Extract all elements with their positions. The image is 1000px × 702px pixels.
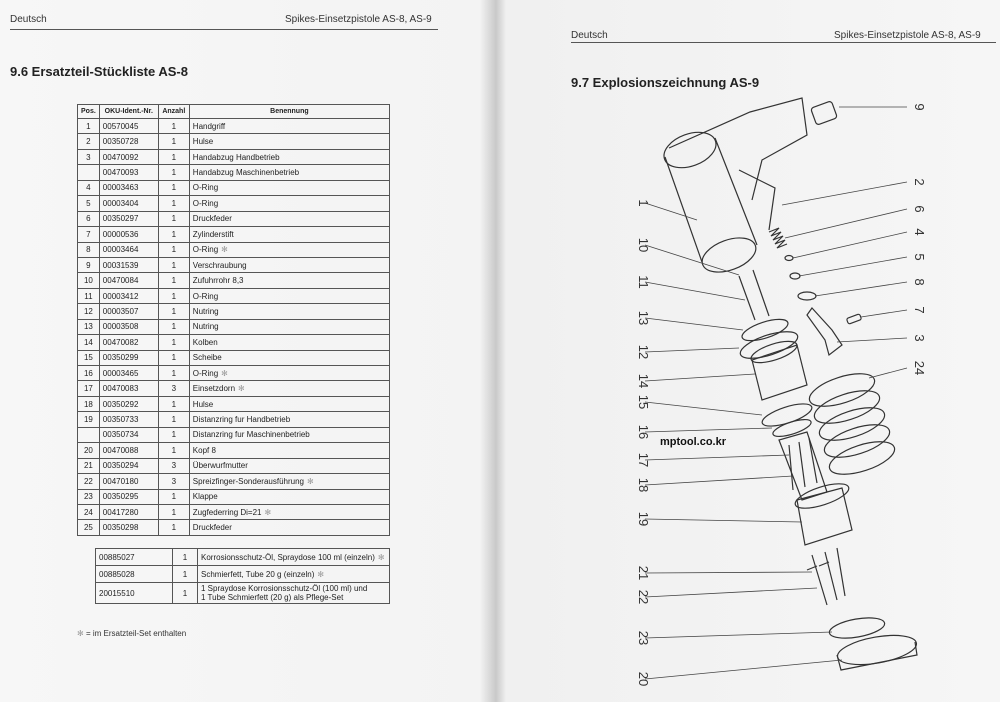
cell-pos: 10	[78, 273, 100, 288]
cell-name	[189, 227, 389, 242]
cell-name	[189, 335, 389, 350]
callout-7: 7	[912, 306, 927, 314]
fingers-22	[812, 548, 845, 605]
star-icon: ✻	[377, 552, 385, 562]
cell-pos: 2	[78, 134, 100, 149]
part-name: O-Ring	[192, 291, 219, 301]
cell-pos: 8	[78, 242, 100, 257]
care-set-body	[96, 549, 390, 604]
callout-8: 8	[912, 278, 927, 286]
head-20	[835, 630, 918, 669]
cell-qty: 3	[158, 474, 189, 489]
callout-24: 24	[912, 360, 927, 376]
cell-name	[189, 242, 389, 257]
cell-ident: 00417280	[99, 504, 158, 519]
cell-ident: 00350298	[99, 520, 158, 535]
cell-name	[189, 412, 389, 427]
table-row	[78, 257, 390, 272]
part-name: Hulse	[192, 137, 214, 147]
cell-qty: 3	[158, 458, 189, 473]
callout-13: 13	[636, 310, 651, 326]
cell-ident: 00470092	[99, 149, 158, 164]
mandrel-17	[789, 438, 817, 490]
cell-ident: 00470082	[99, 335, 158, 350]
nuts-21	[807, 562, 829, 570]
head-top	[793, 479, 852, 513]
cell-pos: 13	[78, 319, 100, 334]
callout-20: 20	[636, 671, 651, 687]
table-row	[78, 458, 390, 473]
cell-name	[189, 288, 389, 303]
spring-large	[806, 367, 899, 481]
cell-ident: 00570045	[99, 119, 158, 134]
watermark: mptool.co.kr	[660, 436, 727, 448]
cell-qty: 1	[158, 412, 189, 427]
cell-name	[189, 196, 389, 211]
part-name: Nutring	[192, 322, 219, 332]
cell-ident: 00000536	[99, 227, 158, 242]
oring-8	[798, 292, 816, 300]
cylinder-right	[715, 138, 757, 245]
cell-ident: 00003412	[99, 288, 158, 303]
part-name: O-Ring	[192, 198, 219, 208]
cell-name	[189, 474, 389, 489]
cell-pos: 6	[78, 211, 100, 226]
table-row	[78, 366, 390, 381]
set-name	[198, 583, 390, 604]
cell-ident: 00031539	[99, 257, 158, 272]
cell-pos: 18	[78, 396, 100, 411]
header-language-right: Deutsch	[571, 30, 608, 41]
cell-ident: 00470093	[99, 165, 158, 180]
sleeve-18	[779, 432, 827, 500]
oring-5	[790, 273, 800, 279]
cell-name	[189, 304, 389, 319]
cell-ident: 00470180	[99, 474, 158, 489]
cell-name	[189, 427, 389, 442]
cell-ident: 00003507	[99, 304, 158, 319]
cell-ident: 00350292	[99, 396, 158, 411]
set-ident: 20015510	[96, 583, 173, 604]
set-row	[96, 549, 390, 566]
set-ident: 00885027	[96, 549, 173, 566]
part-name: O-Ring	[192, 368, 219, 378]
part-name: Druckfeder	[192, 214, 232, 224]
table-row	[78, 474, 390, 489]
part-name: Zugfederring Di=21	[192, 507, 262, 517]
cell-pos: 25	[78, 520, 100, 535]
cell-qty: 1	[158, 134, 189, 149]
set-name-text: Schmierfett, Tube 20 g (einzeln)	[201, 569, 315, 579]
parts-body	[78, 119, 390, 536]
star-icon: ✻	[238, 384, 245, 394]
cell-qty: 1	[158, 504, 189, 519]
part-name: Scheibe	[192, 353, 222, 363]
part-name: Zylinderstift	[192, 229, 234, 239]
header-language: Deutsch	[10, 14, 47, 25]
cell-name	[189, 520, 389, 535]
callout-9: 9	[912, 103, 927, 111]
cell-name	[189, 134, 389, 149]
cell-name	[189, 180, 389, 195]
cell-qty: 1	[158, 489, 189, 504]
table-row	[78, 520, 390, 535]
part-name: Klappe	[192, 492, 218, 502]
cell-qty: 1	[158, 165, 189, 180]
star-icon: ✻	[221, 368, 228, 378]
col-pos: Pos.	[78, 105, 100, 119]
star-icon: ✻	[221, 245, 228, 255]
oring-4	[785, 256, 793, 261]
cell-qty: 1	[158, 257, 189, 272]
cell-name	[189, 381, 389, 396]
set-row	[96, 566, 390, 583]
star-icon: ✻	[306, 476, 314, 486]
cell-ident: 00470088	[99, 443, 158, 458]
callout-11: 11	[636, 275, 651, 289]
part-name: Distanzring fur Maschinenbetrieb	[192, 430, 310, 440]
part-name: Kopf 8	[192, 445, 216, 455]
star-icon: ✻	[77, 629, 84, 638]
cell-name	[189, 319, 389, 334]
set-name	[198, 566, 390, 583]
cell-ident: 00350733	[99, 412, 158, 427]
legend	[77, 629, 186, 638]
callout-14: 14	[636, 373, 651, 389]
cell-qty: 1	[158, 335, 189, 350]
part-name: Distanzring fur Handbetrieb	[192, 415, 291, 425]
part-name: Handabzug Maschinenbetrieb	[192, 168, 300, 178]
part-name: Hulse	[192, 399, 214, 409]
exploded-drawing	[507, 0, 1000, 702]
tube-b	[753, 270, 769, 316]
callout-2: 2	[912, 178, 927, 186]
cell-ident: 00003404	[99, 196, 158, 211]
cell-name	[189, 350, 389, 365]
piston-14	[752, 345, 807, 400]
ring-13	[740, 315, 791, 345]
cell-name	[189, 504, 389, 519]
cell-qty: 1	[158, 520, 189, 535]
cell-qty: 1	[158, 304, 189, 319]
header-product: Spikes-Einsetzpistole AS-8, AS-9	[285, 14, 432, 25]
cell-pos: 20	[78, 443, 100, 458]
head-20-side	[837, 642, 917, 670]
cell-qty: 1	[158, 350, 189, 365]
set-qty: 1	[173, 566, 198, 583]
cell-qty: 3	[158, 381, 189, 396]
callout-10: 10	[636, 237, 651, 253]
page-title: 9.6 Ersatzteil-Stückliste AS-8	[10, 64, 188, 79]
callout-23: 23	[636, 630, 651, 646]
table-row	[78, 149, 390, 164]
cell-pos: 3	[78, 149, 100, 164]
table-row	[78, 489, 390, 504]
table-row	[78, 119, 390, 134]
cell-name	[189, 165, 389, 180]
table-row	[78, 319, 390, 334]
tube-a	[739, 276, 755, 320]
cell-qty: 1	[158, 180, 189, 195]
table-row	[78, 273, 390, 288]
part-name: Spreizfinger-Sonderausführung	[192, 476, 304, 486]
cell-name	[189, 119, 389, 134]
trigger-3	[807, 308, 842, 355]
table-row	[78, 443, 390, 458]
set-name-text: Korrosionsschutz-Öl, Spraydose 100 ml (einzeln)	[201, 552, 375, 562]
cell-ident: 00003465	[99, 366, 158, 381]
part-name: Verschraubung	[192, 260, 247, 270]
cell-name	[189, 443, 389, 458]
cell-name	[189, 396, 389, 411]
set-name-text-2: 1 Tube Schmierfett (20 g) als Pflege-Set	[201, 593, 344, 602]
cell-pos: 19	[78, 412, 100, 427]
cell-name	[189, 366, 389, 381]
cell-ident: 00003464	[99, 242, 158, 257]
cell-qty: 1	[158, 242, 189, 257]
cell-ident: 00350299	[99, 350, 158, 365]
header-divider	[10, 29, 438, 30]
callout-19: 19	[636, 511, 651, 527]
table-row	[78, 427, 390, 442]
flap-23	[828, 614, 886, 641]
cell-qty: 1	[158, 196, 189, 211]
part-name: Druckfeder	[192, 523, 232, 533]
leader-lines	[645, 107, 907, 679]
cell-qty: 1	[158, 396, 189, 411]
table-row	[78, 134, 390, 149]
page-title-right: 9.7 Explosionszeichnung AS-9	[571, 75, 760, 90]
cell-pos	[78, 165, 100, 180]
cell-qty: 1	[158, 149, 189, 164]
table-row	[78, 381, 390, 396]
table-row	[78, 288, 390, 303]
col-ident: OKU-Ident.-Nr.	[99, 105, 158, 119]
table-row	[78, 350, 390, 365]
col-name: Benennung	[189, 105, 389, 119]
cell-ident: 00470083	[99, 381, 158, 396]
table-row	[78, 396, 390, 411]
part-name: O-Ring	[192, 183, 219, 193]
cell-pos: 12	[78, 304, 100, 319]
table-row	[78, 335, 390, 350]
callout-labels	[636, 103, 927, 686]
cell-name	[189, 149, 389, 164]
cell-qty: 1	[158, 427, 189, 442]
cell-name	[189, 458, 389, 473]
callout-5: 5	[912, 253, 927, 261]
part-name: Handabzug Handbetrieb	[192, 152, 280, 162]
callout-17: 17	[636, 452, 651, 468]
part-name: Zufuhrrohr 8,3	[192, 276, 244, 286]
legend-text: = im Ersatzteil-Set enthalten	[85, 629, 187, 638]
set-row	[96, 583, 390, 604]
part-name: O-Ring	[192, 245, 219, 255]
set-name-text: 1 Spraydose Korrosionsschutz-Öl (100 ml) und	[201, 584, 368, 593]
callout-22: 22	[636, 589, 651, 605]
piston-top	[749, 337, 800, 367]
callout-1: 1	[636, 199, 651, 207]
cell-qty: 1	[158, 273, 189, 288]
part-name: Überwurfmutter	[192, 461, 248, 471]
cell-qty: 1	[158, 119, 189, 134]
table-row	[78, 227, 390, 242]
cell-pos	[78, 427, 100, 442]
trigger-shape	[739, 170, 775, 230]
cell-pos: 22	[78, 474, 100, 489]
cell-pos: 5	[78, 196, 100, 211]
cell-pos: 9	[78, 257, 100, 272]
cell-name	[189, 273, 389, 288]
table-row	[78, 196, 390, 211]
callout-15: 15	[636, 394, 651, 410]
cell-pos: 17	[78, 381, 100, 396]
part-name: Kolben	[192, 337, 218, 347]
part-name: Einsetzdorn	[192, 384, 236, 394]
cell-qty: 1	[158, 443, 189, 458]
star-icon: ✻	[317, 569, 325, 579]
cell-pos: 1	[78, 119, 100, 134]
part-name: Handgriff	[192, 121, 226, 131]
pin-7	[846, 314, 861, 324]
cell-qty: 1	[158, 319, 189, 334]
cell-pos: 21	[78, 458, 100, 473]
washer-15	[760, 399, 814, 430]
cell-pos: 7	[78, 227, 100, 242]
left-page	[0, 0, 493, 702]
table-row	[78, 304, 390, 319]
cell-qty: 1	[158, 288, 189, 303]
callout-4: 4	[912, 228, 927, 236]
cell-ident: 00003508	[99, 319, 158, 334]
cell-qty: 1	[158, 366, 189, 381]
cell-pos: 23	[78, 489, 100, 504]
cell-name	[189, 257, 389, 272]
cell-qty: 1	[158, 227, 189, 242]
cell-ident: 00350295	[99, 489, 158, 504]
cell-pos: 11	[78, 288, 100, 303]
handle-shape	[669, 98, 807, 200]
care-set-table	[95, 548, 390, 604]
table-row	[78, 242, 390, 257]
set-name	[198, 549, 390, 566]
cell-name	[189, 211, 389, 226]
star-icon: ✻	[264, 507, 272, 517]
cell-pos: 14	[78, 335, 100, 350]
table-row	[78, 504, 390, 519]
callout-21: 21	[636, 565, 651, 581]
cell-pos: 15	[78, 350, 100, 365]
cell-ident: 00470084	[99, 273, 158, 288]
part-name: Nutring	[192, 306, 219, 316]
set-qty: 1	[173, 583, 198, 604]
cell-ident: 00350297	[99, 211, 158, 226]
callout-16: 16	[636, 424, 651, 440]
cell-ident: 00350734	[99, 427, 158, 442]
callout-18: 18	[636, 477, 651, 493]
cell-name	[189, 489, 389, 504]
table-row	[78, 165, 390, 180]
drawing-parts	[659, 98, 918, 670]
cell-ident: 00350728	[99, 134, 158, 149]
parts-table	[77, 104, 390, 536]
callout-12: 12	[636, 344, 651, 360]
cell-ident: 00003463	[99, 180, 158, 195]
callout-3: 3	[912, 334, 927, 342]
cell-pos: 16	[78, 366, 100, 381]
set-qty: 1	[173, 549, 198, 566]
callout-6: 6	[912, 205, 927, 213]
cell-pos: 4	[78, 180, 100, 195]
header-product-right: Spikes-Einsetzpistole AS-8, AS-9	[834, 30, 981, 41]
cell-pos: 24	[78, 504, 100, 519]
cell-ident: 00350294	[99, 458, 158, 473]
screw-fitting	[811, 101, 838, 125]
head-19	[797, 488, 852, 545]
table-row	[78, 412, 390, 427]
cell-qty: 1	[158, 211, 189, 226]
spring-small	[769, 228, 787, 248]
set-ident: 00885028	[96, 566, 173, 583]
cylinder-left	[665, 157, 702, 262]
col-qty: Anzahl	[158, 105, 189, 119]
table-header-row	[78, 105, 390, 119]
table-row	[78, 211, 390, 226]
table-row	[78, 180, 390, 195]
